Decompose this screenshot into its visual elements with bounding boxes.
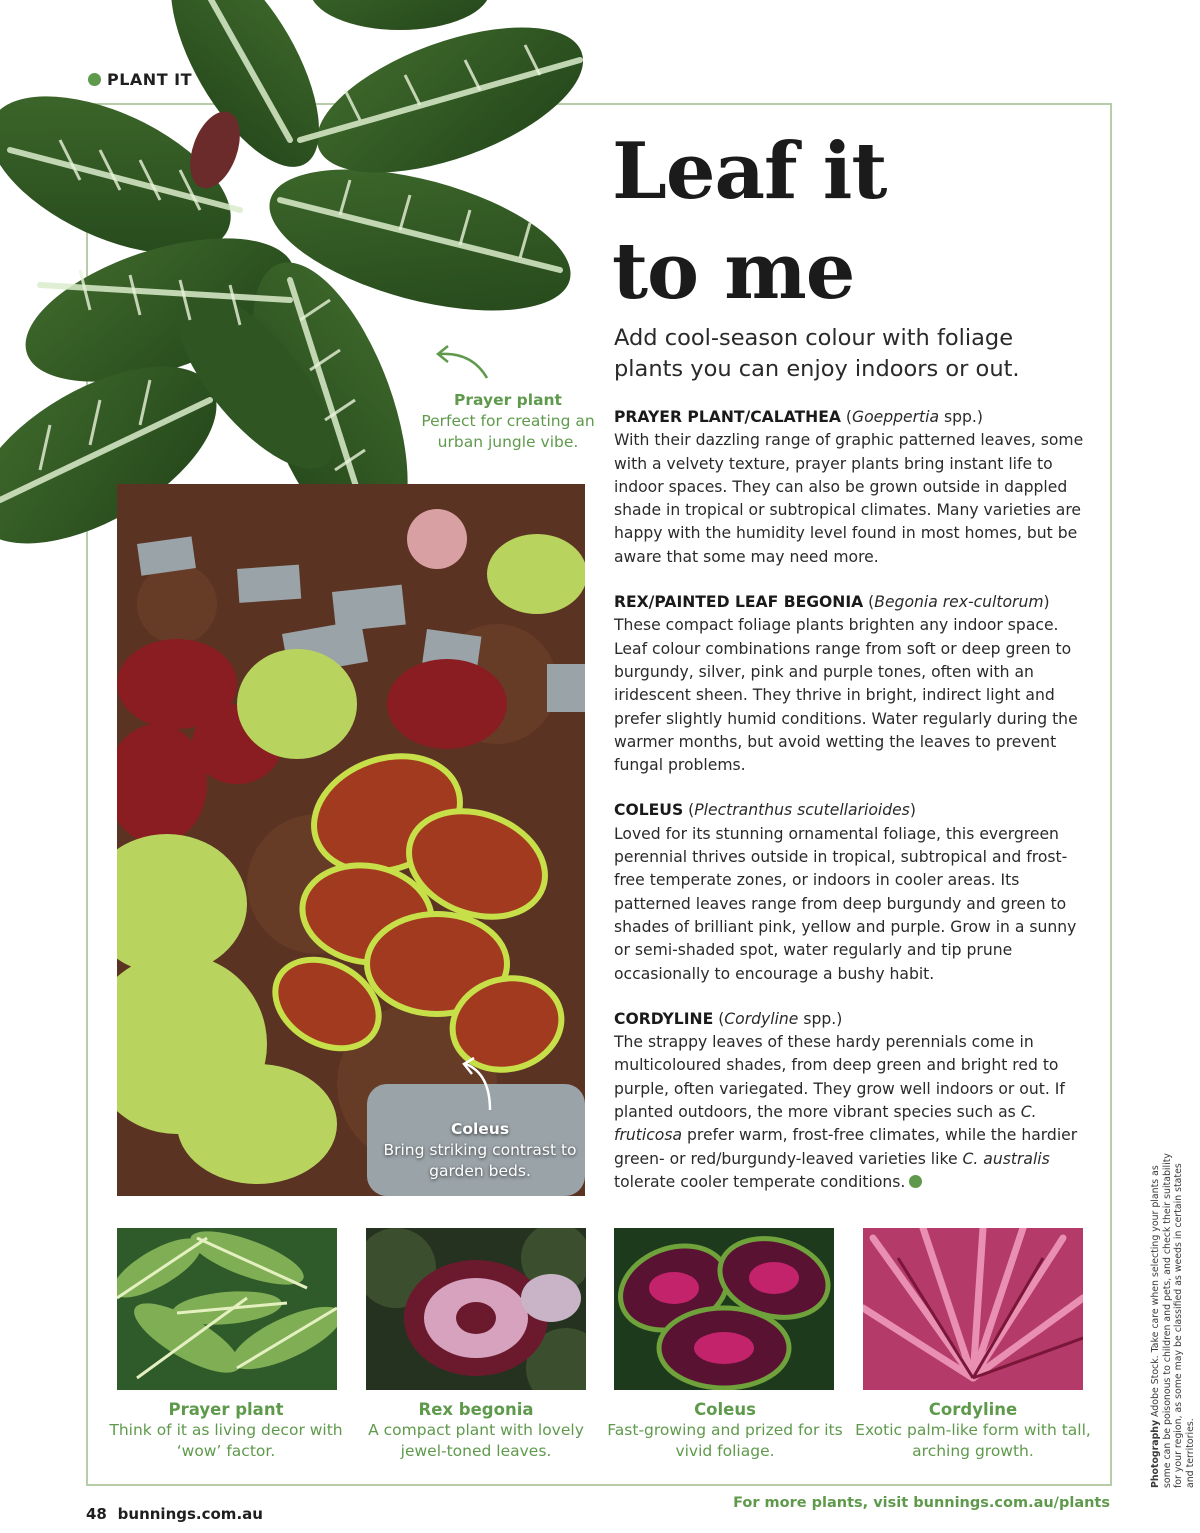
latin-suffix: ) xyxy=(1043,593,1050,612)
page-number: 48 xyxy=(86,1505,107,1523)
entry-latin: Cordyline xyxy=(724,1009,799,1028)
entry-latin: Plectranthus scutellarioides xyxy=(694,801,910,820)
latin-open: ( xyxy=(840,408,852,426)
entry-coleus xyxy=(614,799,1094,985)
title-line-1: Leaf it xyxy=(612,126,887,217)
garden-caption xyxy=(380,1119,580,1182)
entry-prayer-plant xyxy=(614,406,1094,569)
caption-text: Bring striking contrast to garden beds. xyxy=(383,1141,577,1180)
entry-body: The strappy leaves of these hardy perennials come in multicoloured shades, from deep green and bright red to purple, often variegated. They grow well indoors or out. If planted outdoors, the more vibrant species such as xyxy=(614,1033,1065,1122)
curved-arrow-icon xyxy=(432,344,492,384)
title-line-2: to me xyxy=(612,226,855,317)
entry-body-italic: C. fruticosa xyxy=(614,1103,1037,1145)
article-body xyxy=(614,406,1094,1216)
entry-name: CORDYLINE xyxy=(614,1009,714,1028)
latin-suffix: spp.) xyxy=(798,1009,843,1028)
caption-title: Cordyline xyxy=(928,1400,1018,1419)
caption-title: Prayer plant xyxy=(168,1400,284,1419)
end-bullet-icon xyxy=(909,1175,922,1188)
garden-bed-photo xyxy=(117,484,585,1196)
entry-latin: Goeppertia xyxy=(851,408,940,426)
entry-body: With their dazzling range of graphic patterned leaves, some with a velvety texture, prayer plants bring instant life to indoor spaces. They can also be grown outside in dappled shade in tropical or subtropical climates. Many varieties are happy with the humidity level found in most homes, but be aware that some may need more. xyxy=(614,431,1084,566)
entry-body-italic: C. australis xyxy=(962,1149,1050,1168)
caption-title: Coleus xyxy=(694,1400,756,1419)
section-label: PLANT IT xyxy=(107,70,193,89)
latin-open: ( xyxy=(713,1009,725,1028)
thumb-cordyline-photo xyxy=(863,1228,1083,1390)
caption-text: Perfect for creating an urban jungle vibe. xyxy=(421,412,595,451)
caption-text: Think of it as living decor with ‘wow’ factor. xyxy=(109,1421,343,1460)
thumb-caption-coleus xyxy=(595,1399,855,1462)
caption-title: Rex begonia xyxy=(418,1400,534,1419)
photo-credit xyxy=(1150,1148,1196,1488)
curved-arrow-icon xyxy=(456,1056,502,1114)
latin-open: ( xyxy=(683,801,695,820)
caption-text: Fast-growing and prized for its vivid foliage. xyxy=(607,1421,843,1460)
bullet-dot-icon xyxy=(88,73,101,86)
thumb-prayer-plant-photo xyxy=(117,1228,337,1390)
caption-title: Coleus xyxy=(450,1120,510,1138)
latin-open: ( xyxy=(863,593,875,612)
standfirst: Add cool-season colour with foliage plants you can enjoy indoors or out. xyxy=(614,325,1020,382)
entry-latin: Begonia rex-cultorum xyxy=(874,593,1044,612)
thumb-rex-begonia-photo xyxy=(366,1228,586,1390)
caption-text: A compact plant with lovely jewel-toned leaves. xyxy=(368,1421,584,1460)
section-tag xyxy=(88,70,192,89)
latin-suffix: ) xyxy=(909,801,916,820)
entry-body: prefer warm, frost-free climates, while the hardier green- or red/burgundy-leaved varieties like xyxy=(614,1126,1078,1168)
site-name: bunnings.com.au xyxy=(117,1505,263,1523)
entry-body: Loved for its stunning ornamental foliage, this evergreen perennial thrives outside in tropical, subtropical and frost-free temperate zones, or indoors in cooler areas. Its patterned leaves range from deep burgundy and green to shades of brilliant pink, yellow and purple. Grow in a sunny or semi-shaded spot, water regularly and tip prune occasionally to encourage a bushy habit. xyxy=(614,824,1077,983)
latin-suffix: spp.) xyxy=(939,408,983,426)
entry-rex-begonia xyxy=(614,591,1094,777)
credit-text: Adobe Stock. Take care when selecting your plants as some can be poisonous to children and pets, and check their suitability for your region, as some may be classified as weeds in certain states and territories. xyxy=(1150,1153,1196,1488)
entry-name: COLEUS xyxy=(614,801,684,820)
entry-name: REX/PAINTED LEAF BEGONIA xyxy=(614,593,864,612)
thumb-caption-cordyline xyxy=(843,1399,1103,1462)
thumb-caption-rex-begonia xyxy=(346,1399,606,1462)
footer-link[interactable]: For more plants, visit bunnings.com.au/plants xyxy=(733,1495,1110,1511)
page-title xyxy=(612,122,1052,322)
entry-name: PRAYER PLANT/CALATHEA xyxy=(614,408,841,426)
hero-caption xyxy=(420,390,596,453)
credit-label: Photography xyxy=(1150,1419,1161,1488)
entry-body: These compact foliage plants brighten any indoor space. Leaf colour combinations range from soft or deep green to burgundy, silver, pink and purple tones, often with an iridescent sheen. They thrive in bright, indirect light and prefer slightly humid conditions. Water regularly during the warmer months, but avoid wetting the leaves to prevent fungal problems. xyxy=(614,616,1078,775)
caption-text: Exotic palm-like form with tall, arching growth. xyxy=(855,1421,1091,1460)
entry-cordyline xyxy=(614,1008,1094,1194)
thumb-coleus-photo xyxy=(614,1228,834,1390)
entry-body: tolerate cooler temperate conditions. xyxy=(614,1172,906,1191)
caption-title: Prayer plant xyxy=(454,391,562,409)
page-folio xyxy=(86,1505,263,1523)
thumb-caption-prayer-plant xyxy=(96,1399,356,1462)
